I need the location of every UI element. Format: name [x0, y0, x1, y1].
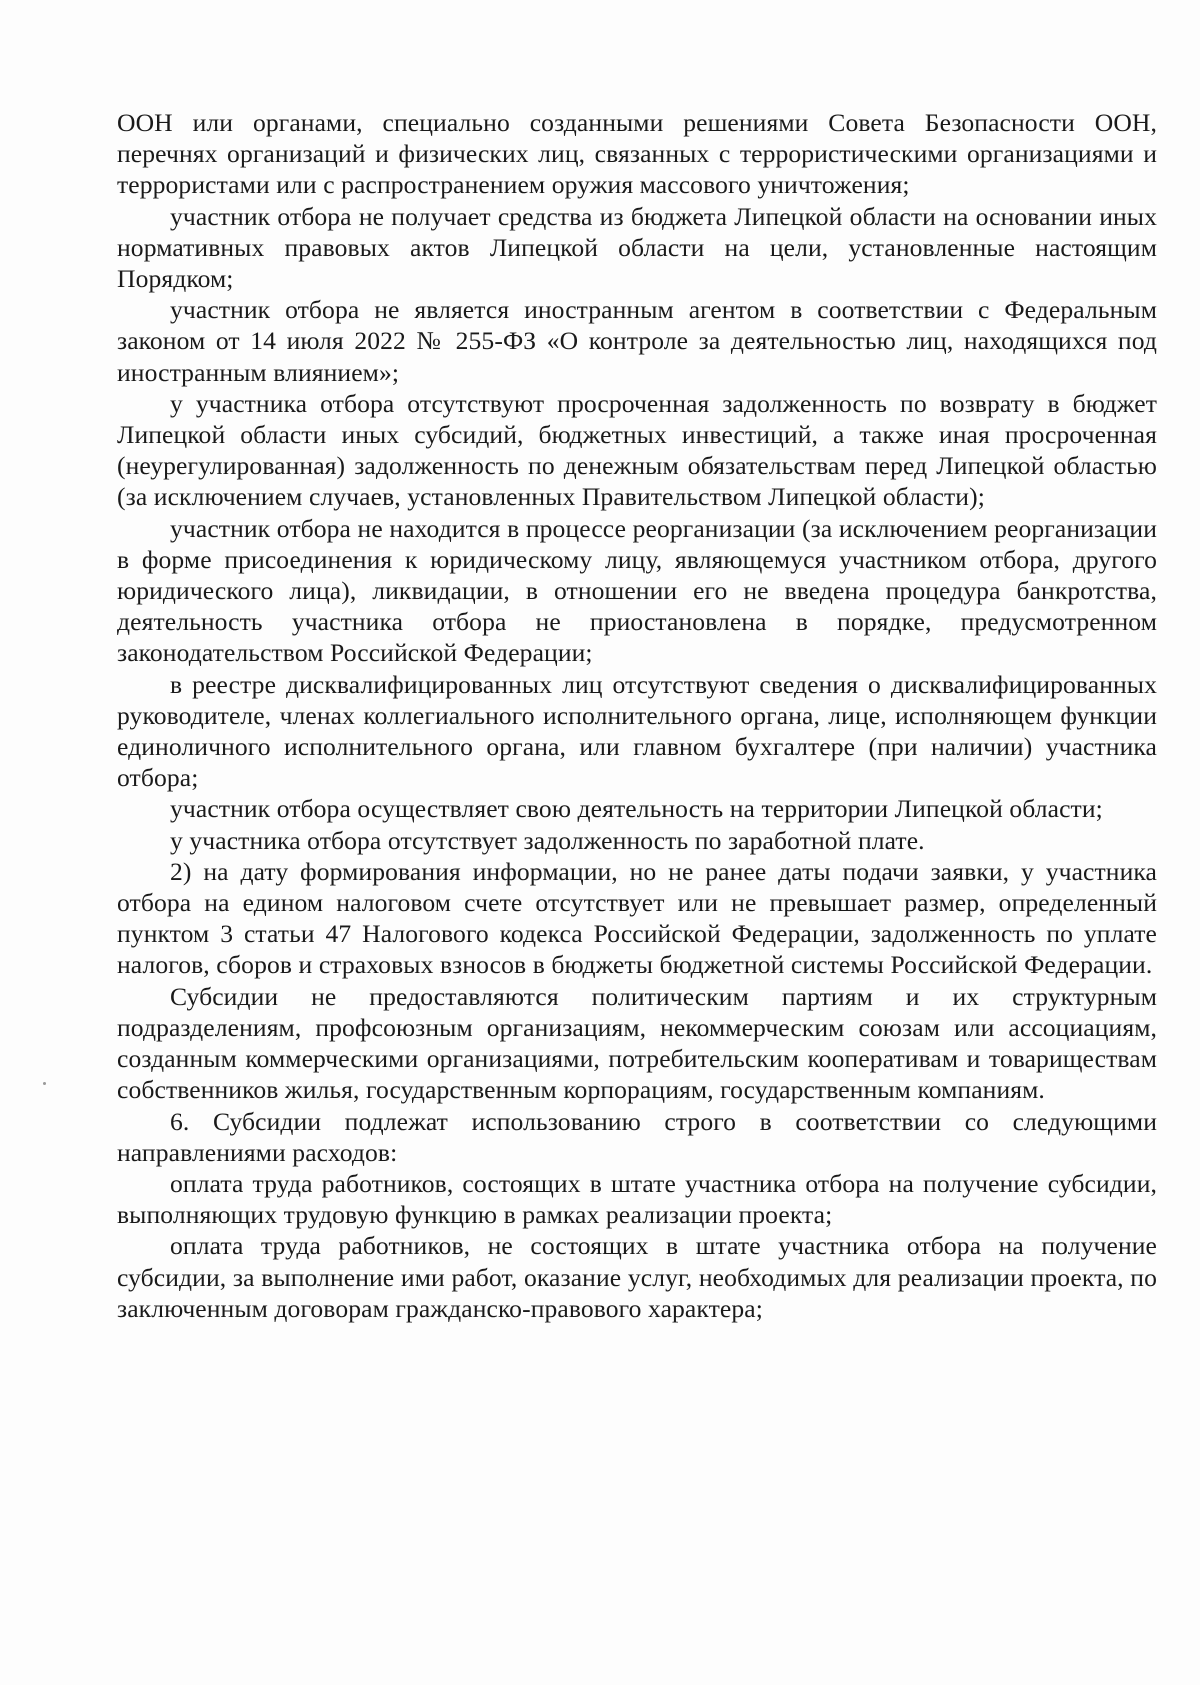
- paragraph-foreign-agent: участник отбора не является иностранным агентом в соответствии с Федеральным законом от 14 июля 2022 № 255-ФЗ «О контроле за деятельностью лиц, находящихся под иностранным влиянием»;: [117, 295, 1157, 387]
- document-body: [117, 107, 1157, 1324]
- paragraph-overdue-debt: у участника отбора отсутствуют просроченная задолженность по возврату в бюджет Липецкой области иных субсидий, бюджетных инвестиций, а также иная просроченная (неурегулированная) задолженность по денежным обязательствам перед Липецкой областью (за исключением случаев, установленных Правительством Липецкой области);: [117, 388, 1157, 512]
- paragraph-contract-wages: оплата труда работников, не состоящих в штате участника отбора на получение субсидии, за выполнение ими работ, оказание услуг, необходимых для реализации проекта, по заключенным договорам гражданско-правового характера;: [117, 1231, 1157, 1323]
- paragraph-reorganization: участник отбора не находится в процессе реорганизации (за исключением реорганизации в форме присоединения к юридическому лицу, являющемуся участником отбора, другого юридического лица), ликвидации, в отношении его не введена процедура банкротства, деятельность участника отбора не приостановлена в порядке, предусмотренном законодательством Российской Федерации;: [117, 513, 1157, 668]
- scan-speck: [43, 1082, 46, 1085]
- paragraph-budget-funds: участник отбора не получает средства из бюджета Липецкой области на основании иных нормативных правовых актов Липецкой области на цели, установленные настоящим Порядком;: [117, 201, 1157, 294]
- paragraph-disqualified-registry: в реестре дисквалифицированных лиц отсутствуют сведения о дисквалифицированных руководителе, членах коллегиального исполнительного органа, лице, исполняющем функции единоличного исполнительного органа, или главном бухгалтере (при наличии) участника отбора;: [117, 669, 1157, 793]
- paragraph-territory: участник отбора осуществляет свою деятельность на территории Липецкой области;: [170, 794, 1103, 824]
- paragraph-staff-wages: оплата труда работников, состоящих в штате участника отбора на получение субсидии, выполняющих трудовую функцию в рамках реализации проекта;: [117, 1168, 1157, 1230]
- paragraph-section-6: 6. Субсидии подлежат использованию строго в соответствии со следующими направлениями расходов:: [117, 1106, 1157, 1167]
- paragraph-exclusions: Субсидии не предоставляются политическим партиям и их структурным подразделениям, профсоюзным организациям, некоммерческим союзам или ассоциациям, созданным коммерческими организациями, потребительским кооперативам и товариществам собственников жилья, государственным корпорациям, государственным компаниям.: [117, 981, 1157, 1105]
- paragraph-wage-debt: у участника отбора отсутствует задолженность по заработной плате.: [170, 825, 925, 855]
- paragraph-tax-account: 2) на дату формирования информации, но не ранее даты подачи заявки, у участника отбора на едином налоговом счете отсутствует или не превышает размер, определенный пунктом 3 статьи 47 Налогового кодекса Российской Федерации, задолженность по уплате налогов, сборов и страховых взносов в бюджеты бюджетной системы Российской Федерации.: [117, 856, 1157, 980]
- paragraph-continuation: ООН или органами, специально созданными решениями Совета Безопасности ООН, перечнях организаций и физических лиц, связанных с террористическими организациями и террористами или с распространением оружия массового уничтожения;: [117, 108, 1157, 200]
